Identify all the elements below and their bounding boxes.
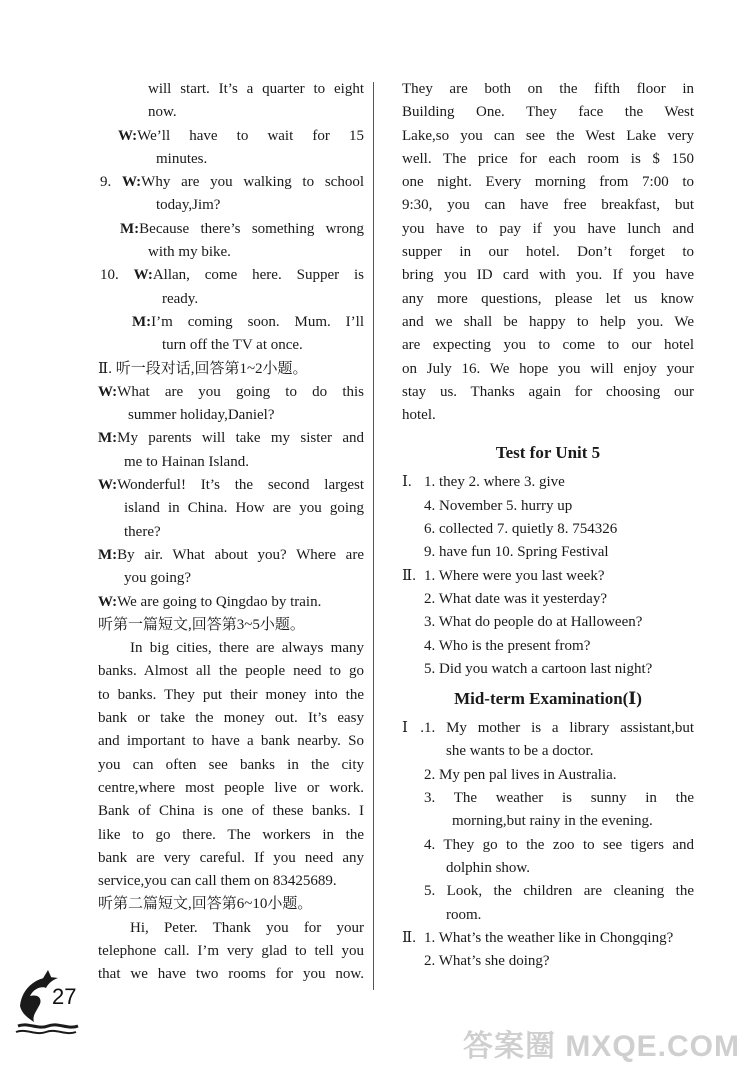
passage-line [402,194,694,217]
line-text: turn off the TV at once. [162,337,303,354]
speaker-label: M: [120,220,140,237]
line-text: What are you going to do this [117,383,364,400]
passage-line [402,358,694,381]
text-line [98,171,364,194]
line-text: 听第二篇短文,回答第6~10小题。 [98,896,313,913]
line-text: Ⅱ. 听一段对话,回答第1~2小题。 [98,360,308,377]
text-line [98,241,364,264]
text-line [98,591,364,614]
line-text: Wonderful! It’s the second largest [117,477,364,494]
line-text: 4. Who is the present from? [424,637,591,654]
line-text: Because there’s something wrong [139,220,364,237]
text-line [98,334,364,357]
line-text: you can often see banks in the city [98,756,364,773]
text-line [98,148,364,171]
line-text: are expecting you to come to our hotel [402,337,694,354]
text-line [98,800,364,823]
line-text: 2. My pen pal lives in Australia. [424,766,617,783]
column-divider [373,82,374,990]
text-line [98,78,364,101]
answer-line [402,658,694,681]
line-text: In big cities, there are always many [130,640,364,657]
line-text: 4. They go to the zoo to see tigers and [424,836,694,853]
answer-line [402,471,694,494]
answer-line [402,717,694,740]
text-line [98,544,364,567]
line-text: island in China. How are you going [124,500,364,517]
line-text: banks. Almost all the people need to go [98,663,364,680]
line-text: 5. Look, the children are cleaning the [424,883,694,900]
midterm-title: Mid-term Examination(Ⅰ) [454,689,642,709]
line-text: bring you ID card with you. If you have [402,267,694,284]
text-line [98,824,364,847]
answer-line [402,880,694,903]
line-text: well. The price for each room is $ 150 [402,150,694,167]
question-number: 9. [100,174,122,191]
line-text: 3. What do people do at Halloween? [424,614,643,631]
line-text: 4. November 5. hurry up [424,497,573,514]
speaker-label: W: [98,477,118,494]
passage-line [402,78,694,101]
line-text: Why are you walking to school [141,174,364,191]
text-line [98,870,364,893]
answer-line [402,950,694,973]
text-line [98,381,364,404]
line-text: and we shall be happy to help you. We [402,313,694,330]
answer-line [402,518,694,541]
passage-line [402,125,694,148]
section-numeral: Ⅰ. [402,720,424,737]
text-line [98,288,364,311]
line-text: We are going to Qingdao by train. [117,593,322,610]
line-text: and important to have a bank nearby. So [98,733,364,750]
line-text: on July 16. We hope you will enjoy your [402,360,694,377]
text-line [98,567,364,590]
line-text: 9. have fun 10. Spring Festival [424,544,609,561]
passage-line [402,148,694,171]
answer-line [402,611,694,634]
text-line [98,660,364,683]
line-text: me to Hainan Island. [124,453,249,470]
answer-line [402,565,694,588]
answer-line [402,541,694,564]
text-line [98,963,364,986]
line-text: any more questions, please let us know [402,290,694,307]
line-text: 1. My mother is a library assistant,but [424,720,694,737]
speaker-label: M: [98,430,118,447]
line-text: Building One. They face the West [402,104,694,121]
text-line [98,125,364,148]
line-text: hotel. [402,407,436,424]
line-text: 1. What’s the weather like in Chongqing? [424,929,674,946]
line-text: They are both on the fifth floor in [402,81,694,97]
line-text: 2. What’s she doing? [424,953,550,970]
line-text: minutes. [156,150,208,167]
passage-line [402,381,694,404]
watermark: 答案圈 MXQE.COM [462,1030,740,1063]
text-line [98,707,364,730]
answer-line [402,810,694,833]
section-numeral: Ⅱ. [402,929,416,946]
text-line [98,311,364,334]
right-column [402,78,694,973]
text-line [98,847,364,870]
line-text: 6. collected 7. quietly 8. 754326 [424,521,618,538]
line-text: like to go there. The workers in the [98,826,364,843]
line-text: summer holiday,Daniel? [128,407,275,424]
text-line [98,264,364,287]
midterm-answers [402,717,694,973]
text-line [98,940,364,963]
text-line [98,497,364,520]
line-text: that we have two rooms for you now. [98,966,364,983]
answer-line [402,495,694,518]
text-line [98,917,364,940]
line-text: centre,where most people live or work. [98,779,364,796]
text-line [98,730,364,753]
line-text: one night. Every morning from 7:00 to [402,174,694,191]
passage-line [402,311,694,334]
text-line [98,684,364,707]
answer-line [402,588,694,611]
speaker-label: W: [122,174,142,191]
passage-line [402,404,694,427]
text-line [98,614,364,637]
passage-line [402,101,694,124]
passage-line [402,218,694,241]
line-text: morning,but rainy in the evening. [452,813,653,830]
text-line [98,218,364,241]
page-number: 27 [52,984,77,1009]
speaker-label: W: [98,383,118,400]
text-line [98,194,364,217]
answer-line [402,904,694,927]
text-line [98,404,364,427]
line-text: We’ll have to wait for 15 [137,127,364,144]
line-text: will start. It’s a quarter to eight [148,81,364,97]
line-text: service,you can call them on 83425689. [98,873,337,890]
unit5-title: Test for Unit 5 [495,443,601,463]
line-text: dolphin show. [446,859,531,876]
line-text: room. [446,906,482,923]
text-line [98,358,364,381]
text-line [98,451,364,474]
line-text: By air. What about you? Where are [117,546,364,563]
line-text: 2. What date was it yesterday? [424,590,607,607]
passage-line [402,334,694,357]
line-text: supper in our hotel. Don’t forget to [402,244,694,261]
text-line [98,101,364,124]
section-numeral: Ⅰ. [402,474,412,491]
line-text: Hi, Peter. Thank you for your [130,919,364,936]
passage-line [402,264,694,287]
text-line [98,427,364,450]
answer-line [402,857,694,880]
line-text: Bank of China is one of these banks. I [98,803,364,820]
line-text: now. [148,104,177,121]
text-line [98,474,364,497]
answer-line [402,740,694,763]
line-text: you going? [124,570,192,587]
section-numeral: Ⅱ. [402,567,416,584]
answer-line [402,834,694,857]
text-line [98,893,364,916]
line-text: you have to pay if you have lunch and [402,220,694,237]
line-text: 1. Where were you last week? [424,567,605,584]
line-text: there? [124,523,161,540]
unit5-answers [402,471,694,681]
left-column [98,78,364,987]
speaker-label: M: [132,313,152,330]
speaker-label: M: [98,546,118,563]
answer-line [402,635,694,658]
line-text: 9:30, you can have free breakfast, but [402,197,694,214]
line-text: ready. [162,290,199,307]
speaker-label: W: [98,593,118,610]
text-line [98,521,364,544]
line-text: bank or take the money out. It’s easy [98,710,364,727]
line-text: with my bike. [148,244,231,261]
line-text: 听第一篇短文,回答第3~5小题。 [98,616,305,633]
speaker-label: W: [118,127,138,144]
line-text: telephone call. I’m very glad to tell you [98,942,364,959]
answer-line [402,927,694,950]
line-text: My parents will take my sister and [117,430,364,447]
text-line [98,637,364,660]
speaker-label: W: [133,267,153,284]
answer-line [402,787,694,810]
line-text: Allan, come here. Supper is [152,267,364,284]
line-text: she wants to be a doctor. [446,743,594,760]
hotel-passage [402,78,694,427]
question-number: 10. [100,267,134,284]
passage-line [402,288,694,311]
passage-line [402,171,694,194]
text-line [98,777,364,800]
line-text: I’m coming soon. Mum. I’ll [151,313,364,330]
line-text: 1. they 2. where 3. give [424,474,565,491]
line-text: 3. The weather is sunny in the [424,790,694,807]
answer-line [402,764,694,787]
line-text: 5. Did you watch a cartoon last night? [424,660,653,677]
text-line [98,754,364,777]
line-text: stay us. Thanks again for choosing our [402,383,694,400]
passage-line [402,241,694,264]
line-text: Lake,so you can see the West Lake very [402,127,694,144]
line-text: to banks. They put their money into the [98,686,364,703]
line-text: bank are very careful. If you need any [98,849,364,866]
line-text: today,Jim? [156,197,221,214]
